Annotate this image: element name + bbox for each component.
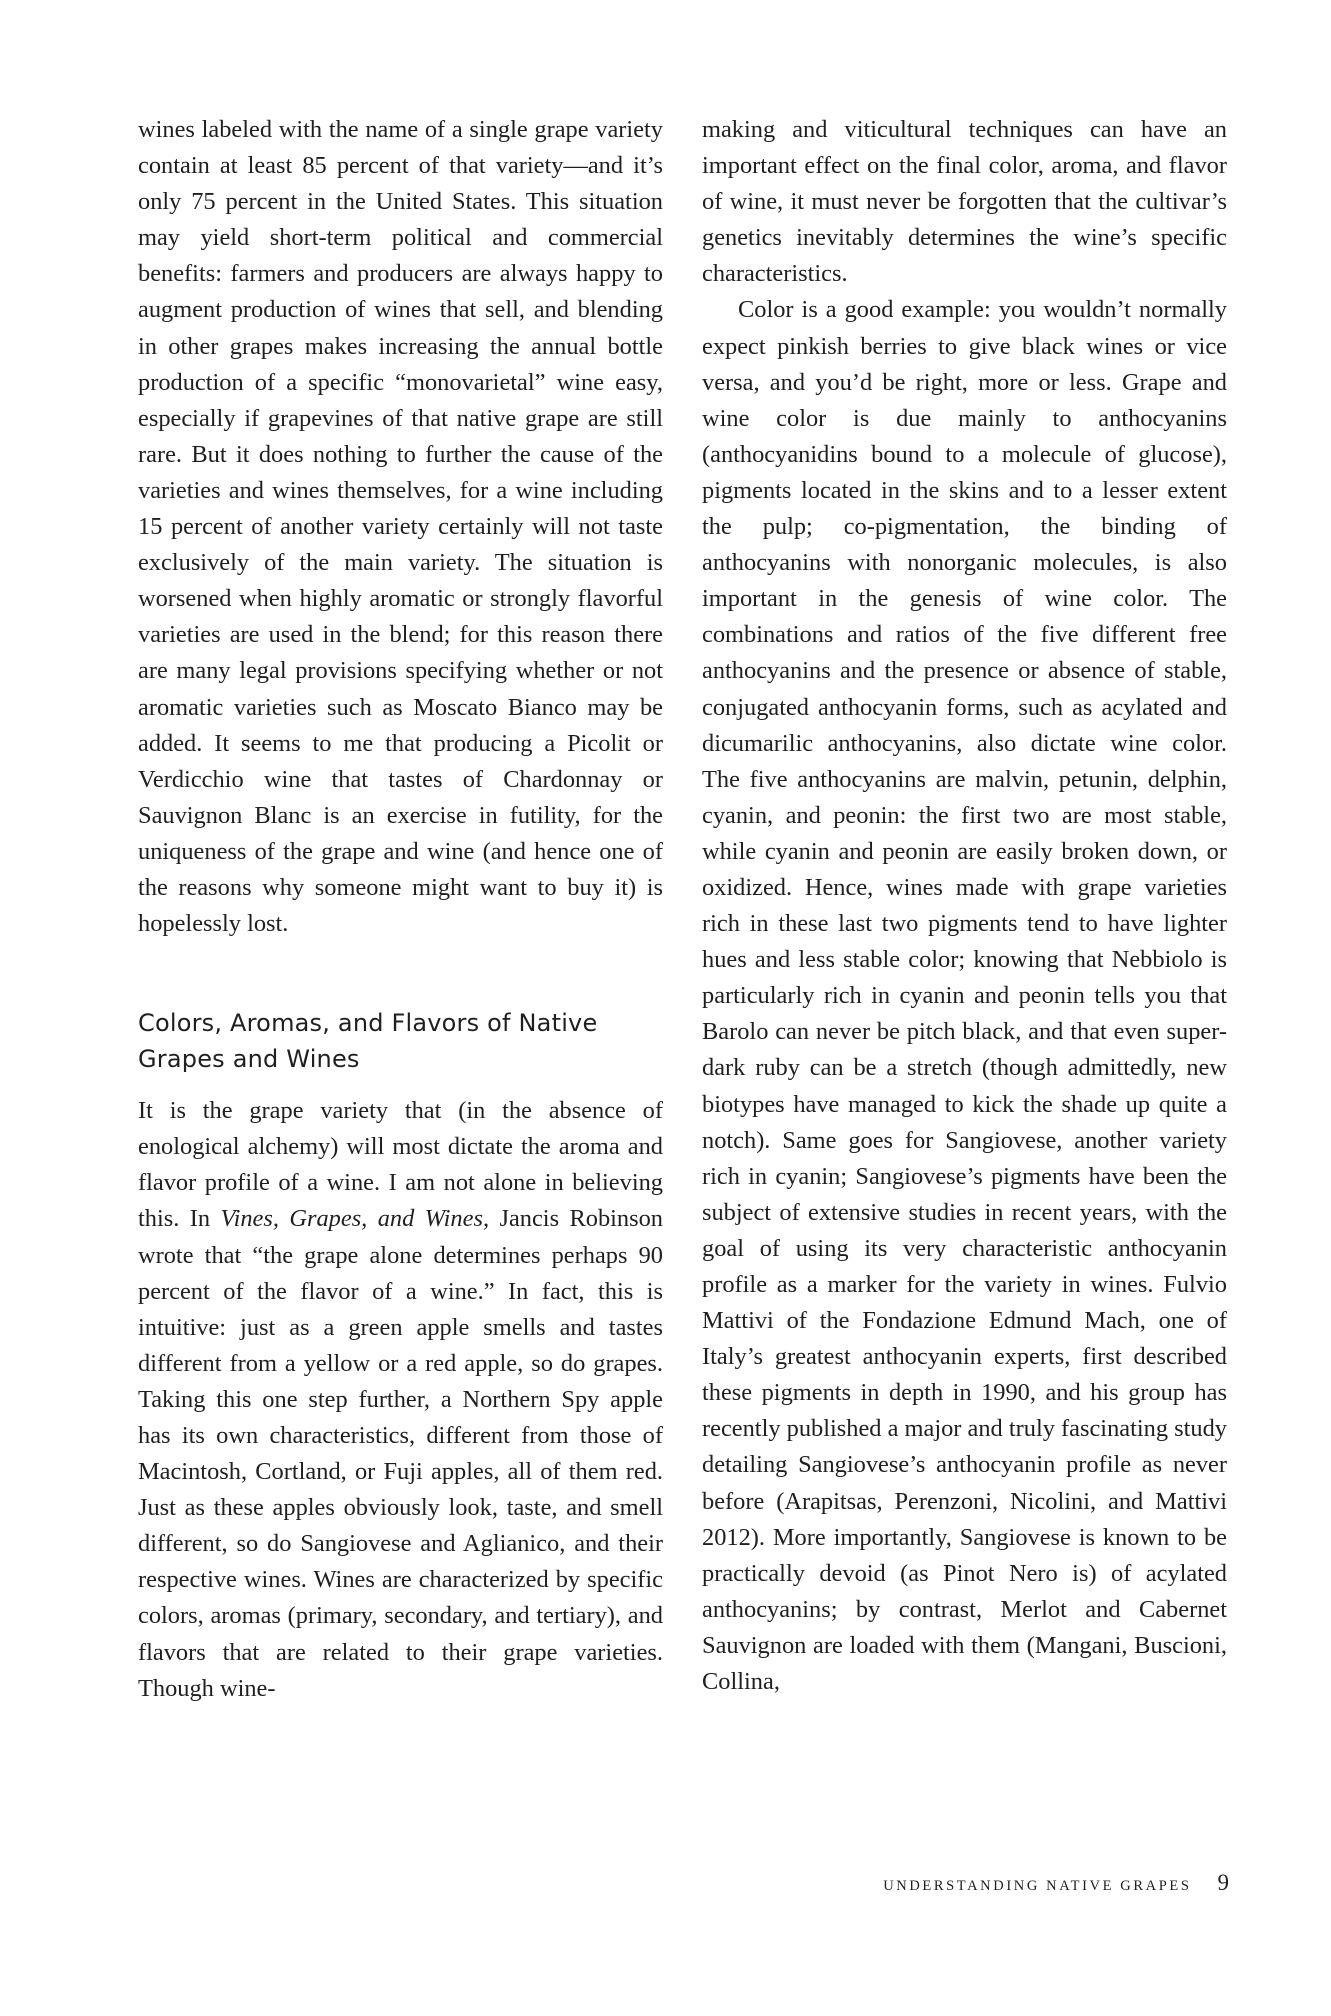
paragraph: wines labeled with the name of a single grape variety contain at least 85 percent of that variety—and it’s only 75 percent in the United States. This situation may yield short-term political and commercial benefits: farmers and producers are always happy to augment production of wines that sell, and blending in other grapes makes increasing the annual bottle production of a specific “monovarietal” wine easy, especially if grapevines of that native grape are still rare. But it does nothing to further the cause of the varieties and wines themselves, for a wine including 15 percent of another variety certainly will not taste exclusively of the main variety. The situation is worsened when highly aromatic or strongly flavorful varieties are used in the blend; for this reason there are many legal provisions specifying whether or not aromatic varieties such as Moscato Bianco may be added. It seems to me that producing a Picolit or Verdicchio wine that tastes of Chardonnay or Sauvignon Blanc is an exercise in futility, for the uniqueness of the grape and wine (and hence one of the reasons why someone might want to buy it) is hopelessly lost. [138, 116, 663, 938]
page-footer [883, 1870, 1229, 1896]
section-heading-line: Grapes and Wines [138, 1045, 360, 1074]
paragraph: Color is a good example: you wouldn’t normally expect pinkish berries to give black wines or vice versa, and you’d be right, more or less. Grape and wine color is due mainly to anthocyanins (anthocyanidins bound to a molecule of glucose), pigments located in the skins and to a lesser extent the pulp; co-pigmentation, the binding of anthocyanins with nonorganic molecules, is also important in the genesis of wine color. The combinations and ratios of the five different free anthocyanins and the presence or absence of stable, conjugated anthocyanin forms, such as acylated and dicumarilic anthocyanins, also dictate wine color. The five anthocyanins are malvin, petunin, delphin, cyanin, and peonin: the first two are most stable, while cyanin and peonin are easily broken down, or oxidized. Hence, wines made with grape varieties rich in these last two pigments tend to have lighter hues and less stable color; knowing that Nebbiolo is particularly rich in cyanin and peonin tells you that Barolo can never be pitch black, and that even super-dark ruby can be a stretch (though admittedly, new biotypes have managed to kick the shade up quite a notch). Same goes for Sangiovese, another variety rich in cyanin; Sangiovese’s pigments have been the subject of extensive studies in recent years, with the goal of using its very characteristic anthocyanin profile as a marker for the variety in wines. Fulvio Mattivi of the Fondazione Edmund Mach, one of Italy’s greatest anthocyanin experts, first described these pigments in depth in 1990, and his group has recently published a major and truly fascinating study detailing Sangiovese’s anthocyanin profile as never before (Arapitsas, Perenzoni, Nicolini, and Mattivi 2012). More importantly, Sangiovese is known to be practically devoid (as Pinot Nero is) of acylated anthocyanins; by contrast, Merlot and Cabernet Sauvignon are loaded with them (Mangani, Buscioni, Collina, [702, 296, 1227, 1696]
page-number: 9 [1217, 1870, 1229, 1895]
right-column [702, 112, 1227, 1700]
left-column [138, 112, 663, 1707]
paragraph: making and viticultural techniques can have an important effect on the final color, aroma, and flavor of wine, it must never be forgotten that the cultivar’s genetics inevitably determines the wine’s specific characteristics. [702, 116, 1227, 288]
book-title: Vines, Grapes, and Wines, [220, 1205, 490, 1233]
paragraph-text: It is the grape variety that (in the absence of enological alchemy) will most dictate the aroma and flavor profile of a wine. I am not alone in believing this. In [138, 1097, 663, 1233]
section-heading-line: Colors, Aromas, and Flavors of Native [138, 1009, 598, 1038]
paragraph [138, 1093, 663, 1707]
paragraph-text: Jancis Robinson wrote that “the grape alone determines perhaps 90 percent of the flavor of a wine.” In fact, this is intuitive: just as a green apple smells and tastes different from a yellow or a red apple, so do grapes. Taking this one step further, a Northern Spy apple has its own characteristics, different from those of Macintosh, Cortland, or Fuji apples, all of them red. Just as these apples obviously look, taste, and smell different, so do Sangiovese and Aglianico, and their respective wines. Wines are characterized by specific colors, aromas (primary, secondary, and tertiary), and flavors that are related to their grape varieties. Though wine- [138, 1205, 663, 1702]
section-heading [138, 1005, 663, 1077]
running-head: UNDERSTANDING NATIVE GRAPES [883, 1878, 1192, 1894]
